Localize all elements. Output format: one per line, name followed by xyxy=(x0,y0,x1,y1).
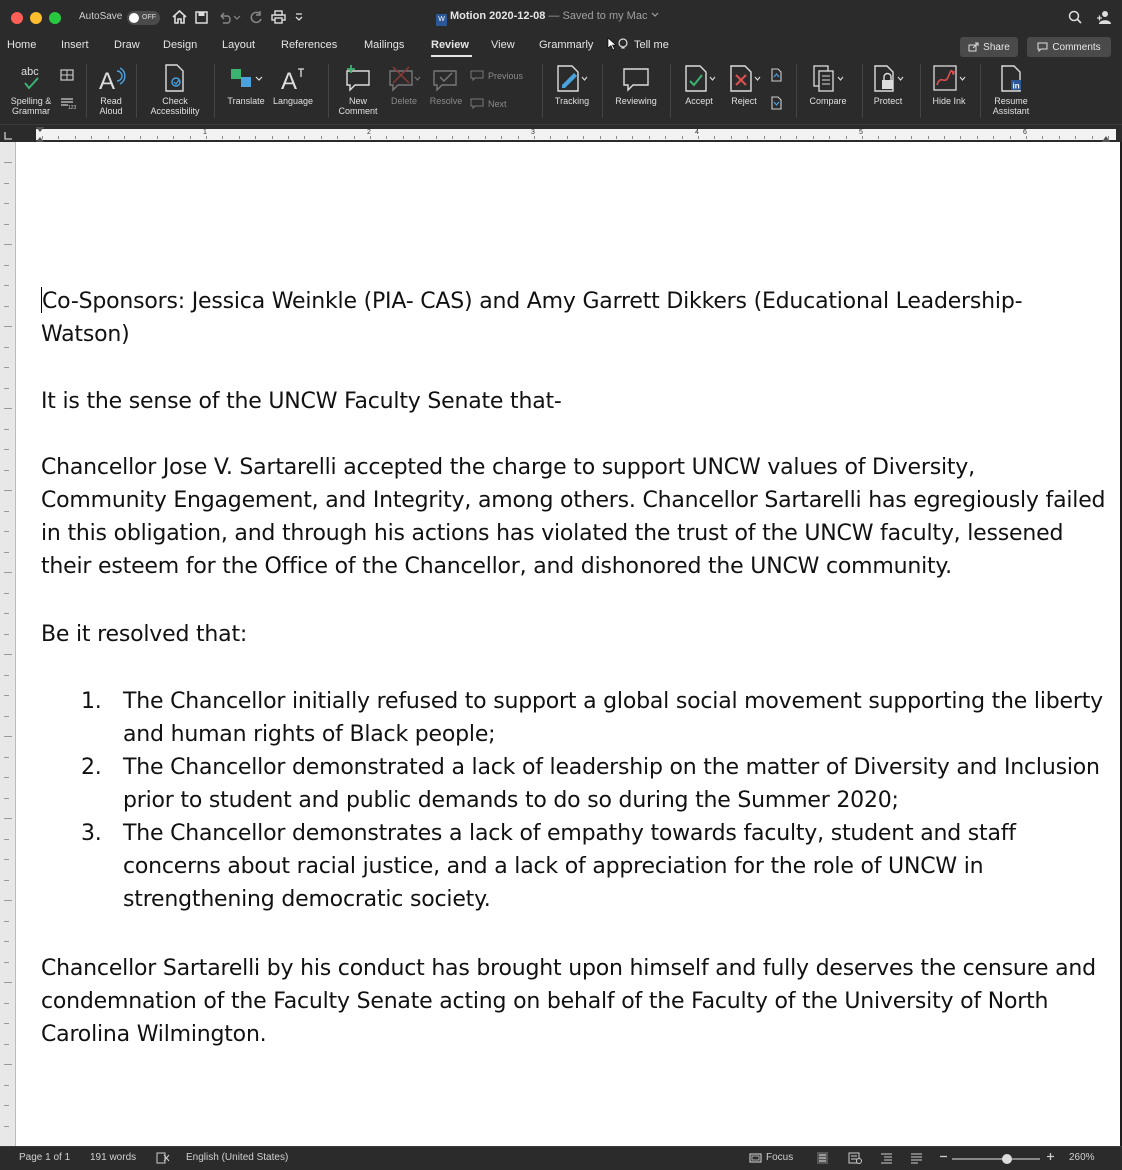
ruler-number: 4 xyxy=(695,129,699,136)
tab-design[interactable]: Design xyxy=(163,39,198,51)
ruler-tick xyxy=(616,136,617,139)
ruler-tick xyxy=(272,136,273,139)
ruler-tick xyxy=(698,136,699,139)
ruler-tick xyxy=(222,136,223,139)
print-icon[interactable] xyxy=(270,8,286,26)
word-count[interactable]: 191 words xyxy=(90,1152,137,1163)
vertical-ruler-tick xyxy=(4,162,12,163)
vertical-ruler-tick xyxy=(4,531,9,532)
previous-label: Previous xyxy=(488,70,524,81)
share-label: Share xyxy=(983,41,1010,53)
autosave-state: OFF xyxy=(142,14,156,21)
language-icon xyxy=(279,58,307,96)
spelling-grammar-button[interactable] xyxy=(6,58,56,124)
ruler-tick xyxy=(124,136,125,139)
accept-change-icon xyxy=(680,58,718,96)
vertical-ruler-tick xyxy=(4,1126,9,1127)
account-icon[interactable] xyxy=(1095,8,1111,26)
spelling-grammar-label: Spelling & Grammar xyxy=(10,96,52,116)
ruler-tick xyxy=(140,136,141,139)
reviewing-button[interactable] xyxy=(608,58,664,124)
save-status: — Saved to my Mac xyxy=(545,10,648,22)
resolved-paragraph[interactable]: Be it resolved that: xyxy=(41,622,248,647)
next-label: Next xyxy=(488,98,507,109)
list-item[interactable] xyxy=(41,751,1106,817)
protect-button[interactable] xyxy=(866,58,910,124)
document-name: Motion 2020-12-08 xyxy=(450,10,546,22)
cosponsors-paragraph[interactable] xyxy=(41,285,1106,351)
ruler-tick xyxy=(501,136,502,139)
charge-paragraph[interactable]: Chancellor Jose V. Sartarelli accepted the charge to support UNCW values of Diversity, Community Engagement, and Integrity, among others. Chancellor Sartarelli has egregiously failed in this obligation, and through his actions has violated the trust of the UNCW faculty, lessened their esteem for the Office of the Chancellor, and dishonored the UNCW community. xyxy=(41,455,1106,579)
vertical-ruler-tick xyxy=(4,183,9,184)
vertical-ruler-tick xyxy=(4,429,9,430)
resume-assistant-button[interactable] xyxy=(984,58,1038,124)
vertical-ruler-tick xyxy=(4,367,9,368)
read-aloud-icon xyxy=(97,58,125,96)
language-button[interactable] xyxy=(270,58,316,124)
ruler-tick xyxy=(895,136,896,139)
svg-text:A: A xyxy=(99,68,116,95)
svg-text:in: in xyxy=(1012,81,1020,91)
list-number: 3. xyxy=(81,821,102,846)
autosave-label: AutoSave xyxy=(79,11,123,22)
vertical-ruler-tick xyxy=(4,1105,9,1106)
vertical-ruler-tick xyxy=(4,470,9,471)
chevron-down-icon[interactable] xyxy=(651,12,659,18)
previous-comment-button[interactable] xyxy=(470,70,523,81)
ruler-tick xyxy=(960,136,961,139)
reject-label: Reject xyxy=(731,96,757,106)
customize-toolbar-icon[interactable] xyxy=(294,8,304,26)
ribbon-separator xyxy=(328,64,329,118)
svg-text:123: 123 xyxy=(68,105,77,111)
sense-paragraph[interactable]: It is the sense of the UNCW Faculty Senate that- xyxy=(41,389,562,414)
ribbon-separator xyxy=(670,64,671,118)
ruler-tick xyxy=(534,136,535,139)
vertical-ruler-tick xyxy=(4,511,9,512)
ruler-tick xyxy=(632,136,633,139)
ribbon-separator xyxy=(86,64,87,118)
ruler-tick xyxy=(91,136,92,139)
ribbon-tabs xyxy=(0,34,1122,58)
translate-icon xyxy=(227,58,265,96)
word-file-icon: W xyxy=(436,14,447,26)
translate-button[interactable] xyxy=(222,58,270,124)
ribbon-separator xyxy=(214,64,215,118)
vertical-ruler-tick xyxy=(4,326,12,327)
compare-icon xyxy=(809,58,847,96)
ruler-number: 5 xyxy=(859,129,863,136)
list-item-text: The Chancellor demonstrated a lack of leadership on the matter of Diversity and Inclusion prior to student and public demands to do so during the Summer 2020; xyxy=(123,755,1100,813)
ruler-tick xyxy=(354,136,355,139)
list-item-text: The Chancellor demonstrates a lack of empathy towards faculty, student and staff concerns about racial justice, and a lack of appreciation for the role of UNCW in strengthening democratic society. xyxy=(123,821,1016,912)
vertical-ruler-tick xyxy=(4,880,9,881)
word-count-icon[interactable] xyxy=(60,96,77,115)
tab-layout[interactable]: Layout xyxy=(222,39,256,51)
vertical-ruler-tick xyxy=(4,798,9,799)
reject-change-icon xyxy=(725,58,763,96)
ruler-tick xyxy=(452,136,453,139)
ruler-tick xyxy=(288,136,289,139)
accept-label: Accept xyxy=(685,96,713,106)
vertical-ruler-tick xyxy=(4,675,9,676)
comment-icon xyxy=(1037,42,1048,52)
resolution-list[interactable] xyxy=(41,685,1106,916)
vertical-ruler-tick xyxy=(4,244,12,245)
new-comment-button[interactable] xyxy=(334,58,382,124)
proofing-icon[interactable] xyxy=(156,1152,170,1164)
ruler-tick xyxy=(403,136,404,139)
ruler-tick xyxy=(304,136,305,139)
ruler-tick xyxy=(485,136,486,139)
previous-change-icon[interactable] xyxy=(770,68,783,87)
ruler-tick xyxy=(370,136,371,139)
tell-me-search[interactable]: Tell me xyxy=(634,39,669,51)
ribbon-separator xyxy=(862,64,863,118)
zoom-level[interactable]: 260% xyxy=(1069,1152,1095,1163)
ruler-tick xyxy=(419,136,420,139)
page-count[interactable]: Page 1 of 1 xyxy=(19,1152,71,1163)
tab-mailings[interactable]: Mailings xyxy=(364,39,405,51)
zoom-slider[interactable] xyxy=(952,1158,1040,1160)
vertical-ruler-tick xyxy=(4,900,12,901)
maximize-window-button[interactable] xyxy=(49,12,61,24)
vertical-ruler-tick xyxy=(4,982,12,983)
ruler-tick xyxy=(255,136,256,139)
vertical-ruler-tick xyxy=(4,1023,9,1024)
vertical-ruler-tick xyxy=(4,859,9,860)
vertical-ruler-tick xyxy=(4,572,12,573)
vertical-ruler-tick xyxy=(4,408,12,409)
lock-icon xyxy=(869,58,907,96)
tracking-label: Tracking xyxy=(554,96,590,106)
conclusion-paragraph[interactable]: Chancellor Sartarelli by his conduct has brought upon himself and fully deserves the censure and condemnation of the Faculty Senate acting on behalf of the Faculty of the University of North Carolina Wilmington. xyxy=(41,956,1096,1047)
horizontal-ruler[interactable] xyxy=(0,124,1122,142)
ruler-tick xyxy=(813,136,814,139)
new-comment-icon xyxy=(343,58,373,96)
compare-label: Compare xyxy=(809,96,847,106)
hide-ink-button[interactable] xyxy=(926,58,972,124)
ink-icon xyxy=(929,58,969,96)
ruler-tick xyxy=(1042,136,1043,139)
vertical-ruler-tick xyxy=(4,449,9,450)
ribbon-separator xyxy=(980,64,981,118)
list-number: 2. xyxy=(81,755,102,780)
ruler-tick xyxy=(878,136,879,139)
ruler-tick xyxy=(993,136,994,139)
vertical-ruler[interactable] xyxy=(0,142,16,1146)
ruler-tick xyxy=(911,136,912,139)
ribbon-separator xyxy=(602,64,603,118)
ruler-tick xyxy=(173,136,174,139)
review-ribbon xyxy=(0,58,1122,124)
minus-icon xyxy=(939,1152,948,1161)
protect-label: Protect xyxy=(873,96,903,106)
vertical-ruler-tick xyxy=(4,224,9,225)
ribbon-separator xyxy=(920,64,921,118)
reviewing-label: Reviewing xyxy=(615,96,657,106)
list-number: 1. xyxy=(81,689,102,714)
redo-icon[interactable] xyxy=(248,8,264,26)
list-item[interactable] xyxy=(41,685,1106,751)
ruler-tick xyxy=(649,136,650,139)
next-comment-icon xyxy=(470,98,484,109)
previous-comment-icon xyxy=(470,70,484,81)
document-page[interactable] xyxy=(16,142,1120,1146)
accept-button[interactable] xyxy=(676,58,722,124)
vertical-ruler-tick xyxy=(4,203,9,204)
zoom-out-button[interactable] xyxy=(939,1152,948,1161)
ribbon-separator xyxy=(542,64,543,118)
ruler-number: 1 xyxy=(203,129,207,136)
vertical-ruler-tick xyxy=(4,388,9,389)
reject-button[interactable] xyxy=(722,58,766,124)
delete-comment-button[interactable] xyxy=(384,58,424,124)
track-changes-icon xyxy=(554,58,590,96)
vertical-ruler-tick xyxy=(4,1044,9,1045)
vertical-ruler-tick xyxy=(4,634,9,635)
document-title xyxy=(436,10,659,26)
resolve-label: Resolve xyxy=(429,96,463,106)
thesaurus-icon[interactable] xyxy=(60,68,74,87)
zoom-slider-knob[interactable] xyxy=(1002,1154,1012,1164)
plus-icon xyxy=(1046,1152,1055,1161)
vertical-ruler-tick xyxy=(4,839,9,840)
ruler-tick xyxy=(58,136,59,139)
ruler-tick xyxy=(944,136,945,139)
lightbulb-icon xyxy=(607,37,629,54)
share-button[interactable] xyxy=(960,37,1018,57)
new-comment-label: New Comment xyxy=(338,96,378,116)
ruler-tick xyxy=(239,136,240,139)
cosponsors-text: Co-Sponsors: Jessica Weinkle (PIA- CAS) and Amy Garrett Dikkers (Educational Leadership-Watson) xyxy=(41,289,1023,347)
tab-review[interactable]: Review xyxy=(431,39,469,51)
vertical-ruler-tick xyxy=(4,818,12,819)
read-aloud-button[interactable] xyxy=(92,58,130,124)
autosave-toggle[interactable] xyxy=(127,11,160,25)
print-layout-icon[interactable] xyxy=(816,1152,829,1164)
comments-label: Comments xyxy=(1052,41,1101,53)
undo-icon[interactable] xyxy=(216,8,242,26)
ruler-tick xyxy=(829,136,830,139)
vertical-ruler-tick xyxy=(4,265,9,266)
language-status[interactable]: English (United States) xyxy=(186,1152,289,1163)
vertical-ruler-tick xyxy=(4,777,9,778)
ruler-tick xyxy=(1092,136,1093,139)
delete-label: Delete xyxy=(390,96,417,106)
ruler-tick xyxy=(337,136,338,139)
accessibility-icon xyxy=(163,58,187,96)
close-window-button[interactable] xyxy=(11,12,23,24)
vertical-ruler-tick xyxy=(4,1003,9,1004)
tab-insert[interactable]: Insert xyxy=(61,39,89,51)
ruler-number: 6 xyxy=(1023,129,1027,136)
list-item-text: The Chancellor initially refused to support a global social movement supporting the liberty and human rights of Black people; xyxy=(123,689,1103,747)
ruler-tick xyxy=(747,136,748,139)
vertical-ruler-tick xyxy=(4,654,12,655)
share-icon xyxy=(968,42,979,52)
language-label: Language xyxy=(272,96,314,106)
focus-icon xyxy=(749,1153,762,1163)
ruler-tick xyxy=(600,136,601,139)
ruler-tick xyxy=(665,136,666,139)
ruler-tick xyxy=(846,136,847,139)
compare-button[interactable] xyxy=(802,58,854,124)
resume-assistant-icon xyxy=(998,58,1024,96)
ruler-tick xyxy=(731,136,732,139)
ruler-tick xyxy=(518,136,519,139)
resolve-comment-icon xyxy=(431,58,461,96)
active-tab-indicator xyxy=(431,55,472,57)
ruler-tick xyxy=(75,136,76,139)
check-accessibility-label: Check Accessibility xyxy=(150,96,200,116)
ruler-tick xyxy=(1059,136,1060,139)
ruler-number: 2 xyxy=(367,129,371,136)
ruler-tick xyxy=(436,136,437,139)
svg-text:A: A xyxy=(281,68,298,95)
ruler-tick xyxy=(468,136,469,139)
save-icon[interactable] xyxy=(194,8,208,26)
vertical-ruler-tick xyxy=(4,962,9,963)
ribbon-separator xyxy=(136,64,137,118)
svg-text:abc: abc xyxy=(21,66,39,78)
vertical-ruler-tick xyxy=(4,921,9,922)
title-bar xyxy=(0,0,1122,34)
ruler-tick xyxy=(862,136,863,139)
resolve-comment-button[interactable] xyxy=(426,58,466,124)
ruler-tick xyxy=(321,136,322,139)
ruler-tick xyxy=(977,136,978,139)
ruler-tick xyxy=(206,136,207,139)
focus-button[interactable] xyxy=(749,1152,793,1163)
vertical-ruler-tick xyxy=(4,613,9,614)
vertical-ruler-tick xyxy=(4,593,9,594)
ruler-tick xyxy=(1026,136,1027,139)
tab-references[interactable]: References xyxy=(281,39,338,51)
resume-assistant-label: Resume Assistant xyxy=(992,96,1030,116)
ruler-tick xyxy=(796,136,797,139)
ribbon-separator xyxy=(796,64,797,118)
list-item[interactable] xyxy=(41,817,1106,916)
read-aloud-label: Read Aloud xyxy=(99,96,123,116)
vertical-ruler-tick xyxy=(4,347,9,348)
tab-home[interactable]: Home xyxy=(7,39,37,51)
ruler-tick xyxy=(583,136,584,139)
ruler-tick xyxy=(1075,136,1076,139)
ruler-tick xyxy=(714,136,715,139)
vertical-ruler-tick xyxy=(4,552,9,553)
tab-view[interactable]: View xyxy=(491,39,515,51)
tab-grammarly[interactable]: Grammarly xyxy=(539,39,594,51)
outline-view-icon[interactable] xyxy=(880,1152,893,1164)
search-icon[interactable] xyxy=(1067,8,1083,26)
autosave-toggle-knob xyxy=(129,13,139,23)
ruler-bar xyxy=(36,129,1116,140)
vertical-ruler-tick xyxy=(4,285,9,286)
delete-comment-icon xyxy=(387,58,421,96)
zoom-in-button[interactable] xyxy=(1046,1152,1055,1161)
tracking-button[interactable] xyxy=(548,58,596,124)
translate-label: Translate xyxy=(227,96,265,106)
ruler-tick xyxy=(190,136,191,139)
spelling-check-icon xyxy=(18,58,44,96)
ruler-tick xyxy=(567,136,568,139)
ruler-tick xyxy=(157,136,158,139)
ruler-tick xyxy=(780,136,781,139)
minimize-window-button[interactable] xyxy=(30,12,42,24)
ruler-tick xyxy=(928,136,929,139)
ruler-tick xyxy=(682,136,683,139)
hide-ink-label: Hide Ink xyxy=(932,96,966,106)
tab-draw[interactable]: Draw xyxy=(114,39,140,51)
ruler-tick xyxy=(550,136,551,139)
ruler-tick xyxy=(764,136,765,139)
vertical-ruler-tick xyxy=(4,941,9,942)
vertical-ruler-tick xyxy=(4,736,12,737)
ruler-number: 3 xyxy=(531,129,535,136)
vertical-ruler-tick xyxy=(4,716,9,717)
focus-label: Focus xyxy=(766,1152,794,1163)
web-layout-icon[interactable] xyxy=(848,1152,862,1164)
draft-view-icon[interactable] xyxy=(910,1152,923,1164)
vertical-ruler-tick xyxy=(4,1064,12,1065)
home-icon[interactable] xyxy=(171,8,187,26)
status-bar xyxy=(0,1146,1122,1170)
vertical-ruler-tick xyxy=(4,695,9,696)
next-comment-button[interactable] xyxy=(470,98,507,109)
next-change-icon[interactable] xyxy=(770,96,783,115)
reviewing-pane-icon xyxy=(621,58,651,96)
ruler-tick xyxy=(108,136,109,139)
vertical-ruler-tick xyxy=(4,306,9,307)
vertical-ruler-tick xyxy=(4,1085,9,1086)
ruler-tick xyxy=(1010,136,1011,139)
comments-button[interactable] xyxy=(1027,37,1111,57)
check-accessibility-button[interactable] xyxy=(144,58,206,124)
ruler-tick xyxy=(386,136,387,139)
vertical-ruler-tick xyxy=(4,757,9,758)
vertical-ruler-tick xyxy=(4,490,12,491)
